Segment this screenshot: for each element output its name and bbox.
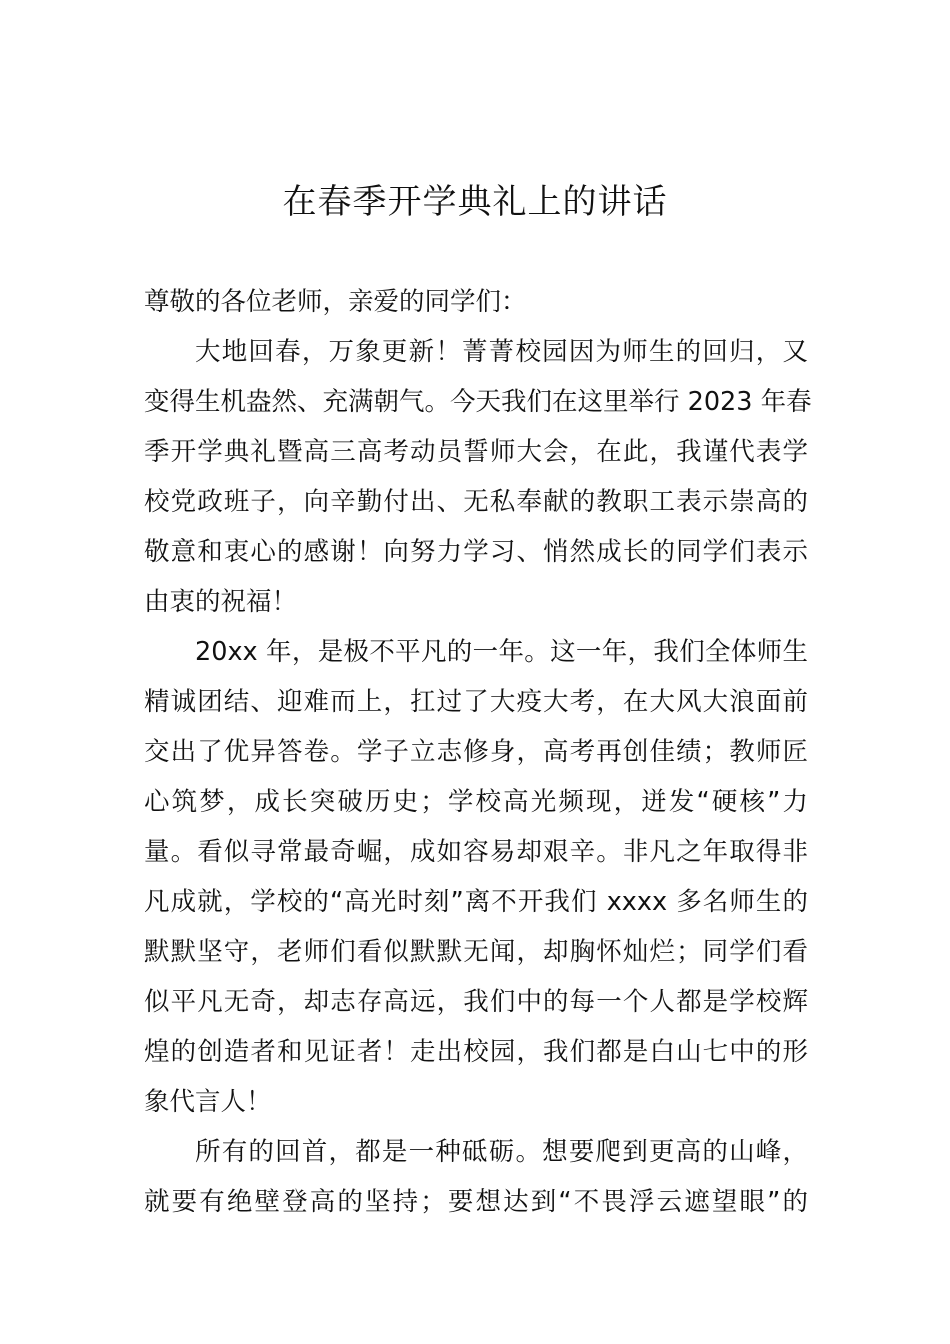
paragraph-line: 敬意和衷心的感谢！向努力学习、悄然成长的同学们表示 bbox=[144, 537, 808, 567]
document-title: 在春季开学典礼上的讲话 bbox=[282, 182, 668, 222]
paragraph-line: 20xx 年，是极不平凡的一年。这一年，我们全体师生 bbox=[195, 637, 808, 667]
paragraph-1 bbox=[144, 327, 812, 627]
paragraph-line: 象代言人！ bbox=[144, 1087, 272, 1117]
paragraph-line: 由衷的祝福！ bbox=[144, 587, 298, 617]
paragraph-line: 量。看似寻常最奇崛，成如容易却艰辛。非凡之年取得非 bbox=[144, 837, 808, 867]
paragraph-line: 季开学典礼暨高三高考动员誓师大会，在此，我谨代表学 bbox=[144, 437, 808, 467]
paragraph-line: 心筑梦，成长突破历史；学校高光频现，迸发“硬核”力 bbox=[144, 787, 808, 817]
paragraph-line: 精诚团结、迎难而上，扛过了大疫大考，在大风大浪面前 bbox=[144, 687, 808, 717]
paragraph-line: 凡成就，学校的“高光时刻”离不开我们 xxxx 多名师生的 bbox=[144, 887, 808, 917]
salutation: 尊敬的各位老师，亲爱的同学们： bbox=[144, 287, 527, 317]
paragraph-line: 似平凡无奇，却志存高远，我们中的每一个人都是学校辉 bbox=[144, 987, 808, 1017]
paragraph-line: 变得生机盎然、充满朝气。今天我们在这里举行 2023 年春 bbox=[144, 387, 812, 417]
paragraph-line: 煌的创造者和见证者！走出校园，我们都是白山七中的形 bbox=[144, 1037, 808, 1067]
paragraph-line: 默默坚守，老师们看似默默无闻，却胸怀灿烂；同学们看 bbox=[144, 937, 808, 967]
document-body bbox=[144, 277, 812, 1227]
paragraph-3 bbox=[144, 1127, 808, 1227]
paragraph-line: 校党政班子，向辛勤付出、无私奉献的教职工表示崇高的 bbox=[144, 487, 808, 517]
paragraph-line: 就要有绝壁登高的坚持；要想达到“不畏浮云遮望眼”的 bbox=[144, 1187, 808, 1217]
paragraph-line: 交出了优异答卷。学子立志修身，高考再创佳绩；教师匠 bbox=[144, 737, 808, 767]
paragraph-2 bbox=[144, 627, 808, 1127]
paragraph-line: 所有的回首，都是一种砥砺。想要爬到更高的山峰， bbox=[195, 1137, 808, 1167]
paragraph-line: 大地回春，万象更新！菁菁校园因为师生的回归，又 bbox=[195, 337, 808, 367]
